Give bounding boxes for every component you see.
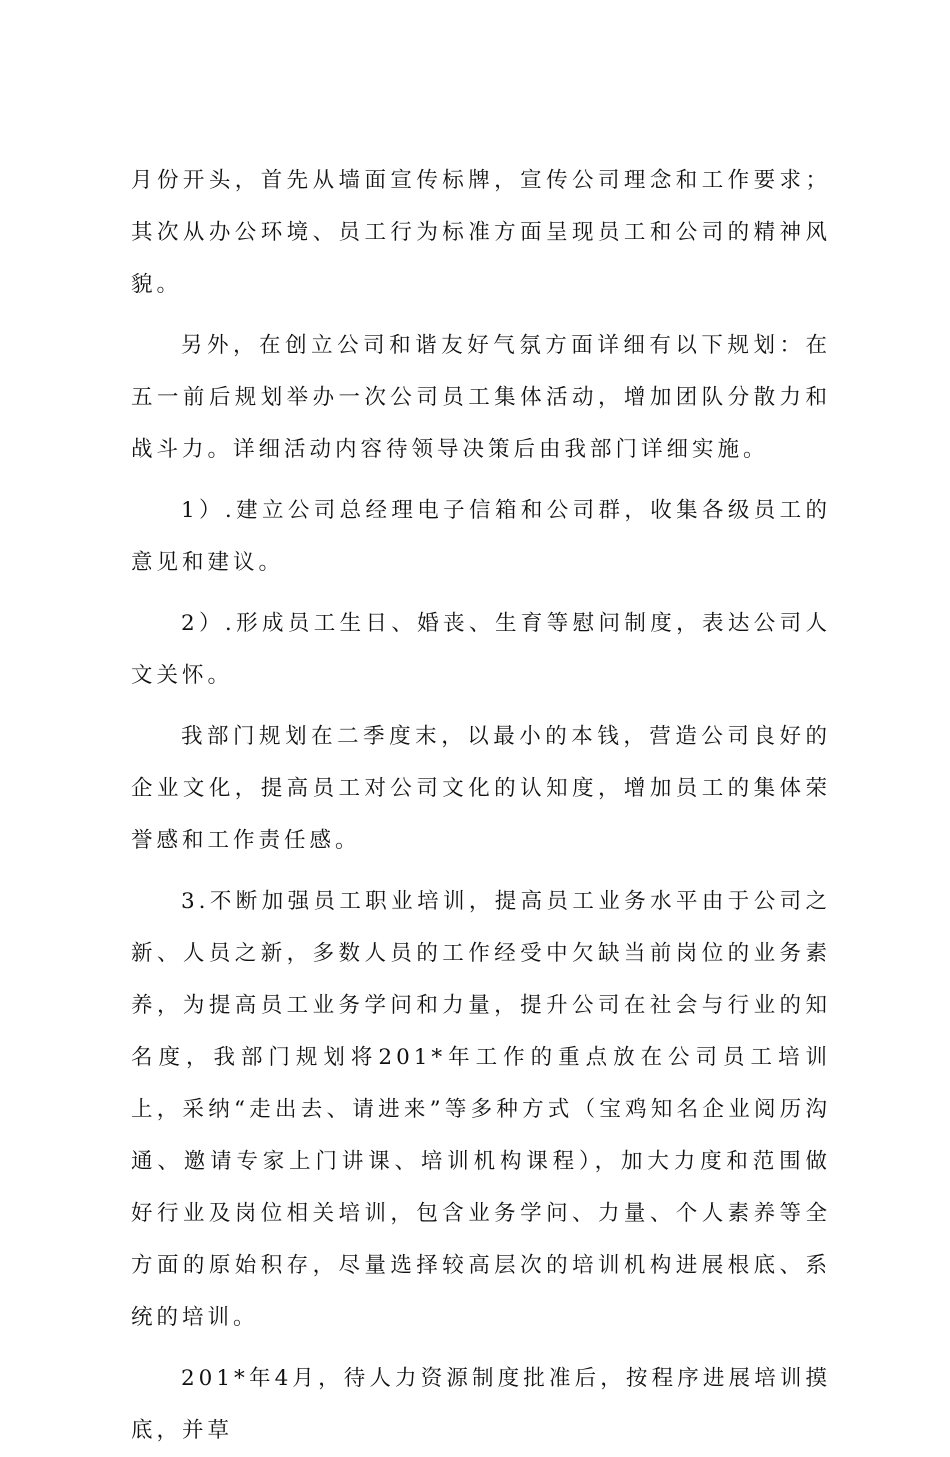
paragraph-training-section: 3.不断加强员工职业培训，提高员工业务水平由于公司之新、人员之新，多数人员的工作经受中欠缺当前岗位的业务素养，为提高员工业务学问和力量，提升公司在社会与行业的知名度，我部门规划将201*年工作的重点放在公司员工培训上，采纳“走出去、请进来”等多种方式（宝鸡知名企业阅历沟通、邀请专家上门讲课、培训机构课程），加大力度和范围做好行业及岗位相关培训，包含业务学问、力量、个人素养等全方面的原始积存，尽量选择较高层次的培训机构进展根底、系统的培训。 xyxy=(131,889,831,1330)
paragraph-continuation: 月份开头，首先从墙面宣传标牌，宣传公司理念和工作要求；其次从办公环境、员工行为标准方面呈现员工和公司的精神风貌。 xyxy=(131,168,831,297)
paragraph-training-schedule: 201*年4月，待人力资源制度批准后，按程序进展培训摸底，并草 xyxy=(131,1366,831,1443)
paragraph-item-1: 1）.建立公司总经理电子信箱和公司群，收集各级员工的意见和建议。 xyxy=(131,498,831,575)
paragraph-item-2: 2）.形成员工生日、婚丧、生育等慰问制度，表达公司人文关怀。 xyxy=(131,611,831,688)
paragraph-culture-goal: 我部门规划在二季度末，以最小的本钱，营造公司良好的企业文化，提高员工对公司文化的认知度，增加员工的集体荣誉感和工作责任感。 xyxy=(131,724,831,853)
paragraph-atmosphere-plan: 另外，在创立公司和谐友好气氛方面详细有以下规划：在五一前后规划举办一次公司员工集体活动，增加团队分散力和战斗力。详细活动内容待领导决策后由我部门详细实施。 xyxy=(131,333,831,462)
document-body xyxy=(131,155,831,1457)
